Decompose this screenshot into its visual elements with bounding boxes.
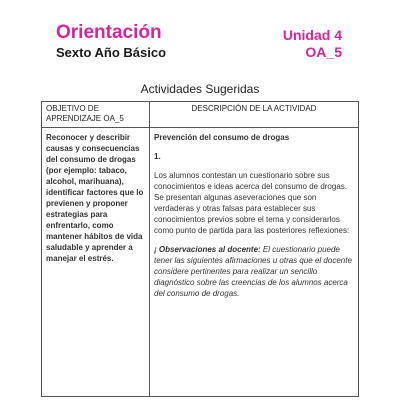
objective-column-header: OBJETIVO DE APRENDIZAJE OA_5 (46, 104, 124, 123)
activity-text: Los alumnos contestan un cuestionario sobre sus conocimientos e ideas acerca del consumo de drogas. Se presentan algunas aseveraciones que son verdaderas y otras falsas para establecer sus conocimientos previos sobre el tema y considerarlos como punto de partida para las posteriores reflexiones: (154, 171, 350, 235)
section-title: Actividades Sugeridas (140, 82, 260, 96)
objective-cell: Reconocer y describir causas y consecuencias del consumo de drogas (por ejemplo: tabaco, alcohol, marihuana), identificar factores que lo previenen y proponer estrategias para enfrentarlo, como mantener hábitos de vida saludable y aprender a manejar el estrés. (46, 133, 144, 263)
activities-table (41, 101, 359, 397)
page-subtitle: Sexto Año Básico (56, 45, 167, 60)
column-divider (149, 102, 150, 396)
header-right (283, 27, 342, 61)
unit-label: Unidad 4 (282, 27, 342, 43)
header-left (56, 22, 166, 61)
observation-label: ¡ Observaciones al docente: (154, 245, 261, 254)
activity-number: 1. (154, 152, 161, 161)
teacher-observation (154, 244, 354, 299)
page-title: Orientación (56, 22, 162, 43)
observation-text: El cuestionario puede tener las siguientes afirmaciones u otras que el docente considere pertinentes para realizar un sencillo diagnóstico sobre las creencias de los alumnos acerca del consumo de drogas. (154, 245, 352, 298)
table-header-row (42, 102, 358, 128)
oa-code-label: OA_5 (305, 44, 342, 60)
description-cell (154, 132, 354, 299)
description-column-header: DESCRIPCIÓN DE LA ACTIVIDAD (191, 104, 317, 113)
activity-title: Prevención del consumo de drogas (154, 133, 290, 142)
